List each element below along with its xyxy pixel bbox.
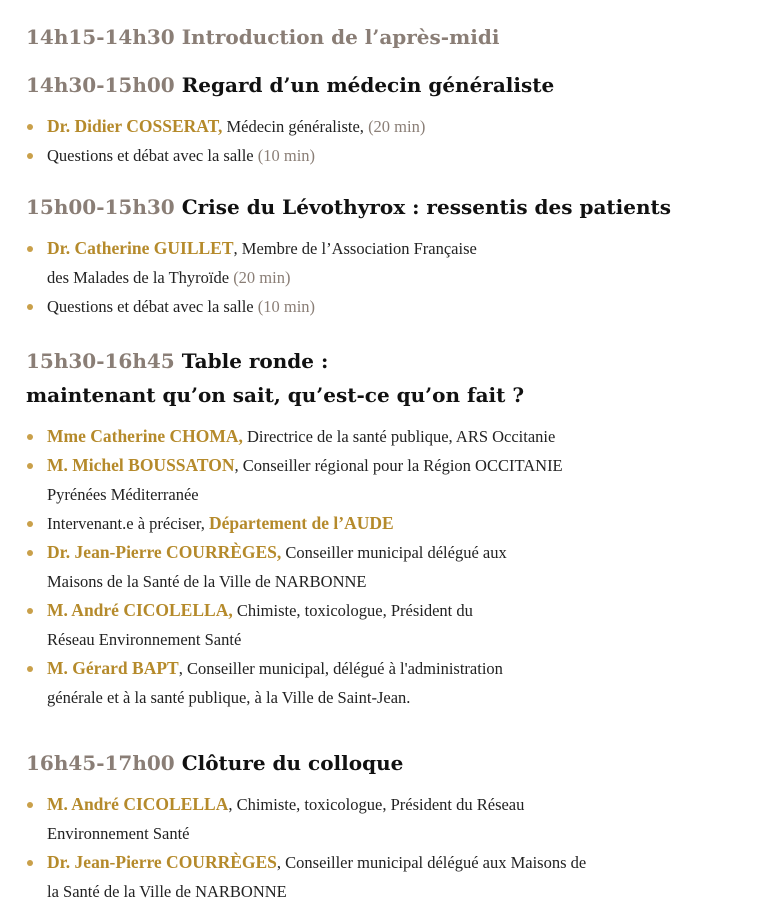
speaker-list: [26, 234, 760, 321]
session-heading: [26, 746, 760, 780]
list-item: [26, 790, 760, 848]
speaker-role: , Membre de l’Association Française: [233, 239, 477, 258]
list-item: [26, 848, 760, 906]
duration: (20 min): [363, 117, 426, 136]
session-title: Regard d’un médecin généraliste: [181, 73, 555, 97]
session-title: Table ronde :: [181, 349, 329, 373]
speaker-name: Dr. Catherine GUILLET: [47, 238, 234, 258]
list-item: [26, 422, 760, 451]
highlight-text: Département de l’AUDE: [208, 513, 394, 533]
session-intro: [26, 20, 760, 54]
session-time: 14h15-14h30: [26, 25, 175, 49]
speaker-list: [26, 422, 760, 712]
list-item: [26, 654, 760, 712]
session-crise-levothyrox: [26, 190, 760, 321]
duration: (10 min): [257, 297, 316, 316]
item-text: Questions et débat avec la salle: [47, 146, 258, 165]
speaker-role-continued: la Santé de la Ville de NARBONNE: [47, 882, 287, 901]
speaker-name: M. Michel BOUSSATON: [47, 455, 235, 475]
list-item: [26, 292, 760, 321]
speaker-role: Chimiste, toxicologue, Président du: [232, 601, 473, 620]
session-title: Clôture du colloque: [181, 751, 404, 775]
speaker-name: M. Gérard BAPT: [47, 658, 179, 678]
item-text: Questions et débat avec la salle: [47, 297, 258, 316]
speaker-role: , Conseiller municipal, délégué à l'administration: [178, 659, 503, 678]
speaker-list: [26, 790, 760, 906]
speaker-name: Mme Catherine CHOMA,: [47, 426, 243, 446]
speaker-role: , Conseiller régional pour la Région OCCITANIE: [234, 456, 563, 475]
speaker-name: Dr. Jean-Pierre COURRÈGES: [47, 852, 277, 872]
session-title-line2: maintenant qu’on sait, qu’est-ce qu’on fait ?: [26, 383, 525, 407]
duration: (10 min): [257, 146, 316, 165]
speaker-role-continued: Pyrénées Méditerranée: [47, 485, 199, 504]
speaker-name: M. André CICOLELLA,: [47, 600, 233, 620]
session-heading: [26, 190, 760, 224]
speaker-role: Médecin généraliste,: [222, 117, 364, 136]
list-item: [26, 234, 760, 292]
speaker-role: , Chimiste, toxicologue, Président du Réseau: [228, 795, 525, 814]
session-regard-medecin: [26, 68, 760, 170]
session-time: 16h45-17h00: [26, 751, 175, 775]
list-item: [26, 538, 760, 596]
speaker-role: Directrice de la santé publique, ARS Occitanie: [242, 427, 556, 446]
session-cloture: [26, 746, 760, 906]
speaker-role-continued: des Malades de la Thyroïde: [47, 268, 230, 287]
speaker-name: M. André CICOLELLA: [47, 794, 229, 814]
speaker-name: Dr. Didier COSSERAT,: [47, 116, 223, 136]
session-title: Introduction de l’après-midi: [181, 25, 500, 49]
speaker-role: , Conseiller municipal délégué aux Maisons de: [276, 853, 587, 872]
session-time: 14h30-15h00: [26, 73, 175, 97]
session-title: Crise du Lévothyrox : ressentis des patients: [181, 195, 672, 219]
session-table-ronde: [26, 344, 760, 712]
speaker-role-continued: Maisons de la Santé de la Ville de NARBONNE: [47, 572, 367, 591]
list-item: [26, 141, 760, 170]
duration: (20 min): [229, 268, 291, 287]
speaker-role-continued: générale et à la santé publique, à la Ville de Saint-Jean.: [47, 688, 411, 707]
list-item: [26, 509, 760, 538]
session-heading: [26, 20, 760, 54]
list-item: [26, 451, 760, 509]
speaker-role-continued: Réseau Environnement Santé: [47, 630, 242, 649]
speaker-list: [26, 112, 760, 170]
session-heading: [26, 344, 760, 412]
speaker-role: Conseiller municipal délégué aux: [281, 543, 507, 562]
session-heading: [26, 68, 760, 102]
session-time: 15h00-15h30: [26, 195, 175, 219]
speaker-name: Dr. Jean-Pierre COURRÈGES,: [47, 542, 282, 562]
item-text: Intervenant.e à préciser,: [47, 514, 209, 533]
session-time: 15h30-16h45: [26, 349, 175, 373]
list-item: [26, 596, 760, 654]
speaker-role-continued: Environnement Santé: [47, 824, 190, 843]
list-item: [26, 112, 760, 141]
